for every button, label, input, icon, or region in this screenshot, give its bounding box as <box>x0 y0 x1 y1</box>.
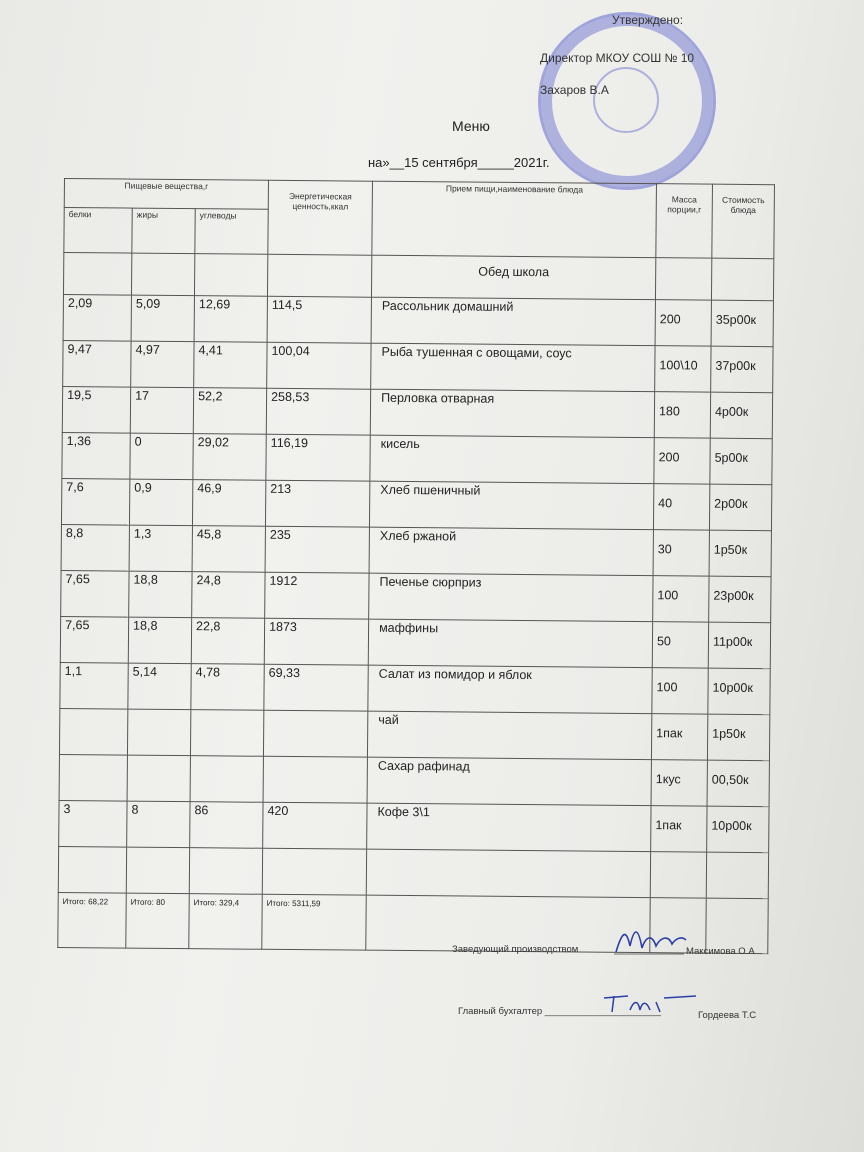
table-row <box>61 478 771 530</box>
fats-cell <box>126 847 189 894</box>
proteins-cell: 2,09 <box>63 294 131 341</box>
section-row <box>63 253 773 301</box>
table-row <box>60 616 770 668</box>
document-date: на»__15 сентября_____2021г. <box>368 155 550 170</box>
proteins-cell: 9,47 <box>63 340 131 387</box>
total-proteins: Итого: 68,22 <box>58 892 126 948</box>
proteins-cell: 7,65 <box>61 570 129 617</box>
cost-cell: 00,50к <box>707 760 769 807</box>
proteins-cell: 1,1 <box>60 662 128 709</box>
carbs-cell: 4,78 <box>191 664 264 711</box>
proteins-cell: 7,6 <box>61 478 129 525</box>
dish-name-cell: Кофе 3\1 <box>367 803 651 851</box>
table-row <box>62 386 772 438</box>
manager-role: Заведующий производством <box>452 944 579 955</box>
carbs-cell: 52,2 <box>193 388 266 435</box>
dish-name-cell: Сахар рафинад <box>367 757 651 805</box>
carbs-cell: 29,02 <box>193 434 266 481</box>
mass-cell: 1пак <box>651 806 707 852</box>
fats-cell: 5,14 <box>128 663 191 710</box>
cost-cell: 35р00к <box>711 300 773 347</box>
fats-cell <box>127 755 190 802</box>
dish-name-cell: Перловка отварная <box>370 389 654 437</box>
manager-name: Максимова О.А <box>686 946 755 957</box>
energy-cell: 1912 <box>265 572 369 619</box>
fats-cell: 8 <box>127 801 190 848</box>
table-row <box>58 846 768 898</box>
carbs-header: углеводы <box>195 209 268 255</box>
energy-cell: 116,19 <box>266 434 370 481</box>
mass-header: Масса порции,г <box>656 184 713 258</box>
table-row <box>59 754 769 806</box>
total-energy: Итого: 5311,59 <box>262 894 366 950</box>
carbs-cell <box>190 710 263 757</box>
dish-name-cell: маффины <box>368 619 652 667</box>
fats-cell: 18,8 <box>129 571 192 618</box>
proteins-cell: 3 <box>59 800 127 847</box>
cost-header: Стоимость блюда <box>712 184 775 259</box>
cost-cell: 5р00к <box>710 438 772 485</box>
cost-cell: 11р00к <box>708 622 770 669</box>
energy-cell: 1873 <box>264 618 368 665</box>
mass-cell: 1пак <box>651 714 707 760</box>
nutrients-header: Пищевые вещества,г <box>64 179 268 210</box>
mass-cell: 180 <box>654 392 710 438</box>
fats-cell <box>127 709 190 756</box>
manager-signature <box>612 922 688 958</box>
mass-cell <box>650 852 706 898</box>
proteins-cell <box>59 754 127 801</box>
table-row <box>61 570 771 622</box>
cost-cell: 37р00к <box>711 346 773 393</box>
mass-cell: 100\10 <box>655 346 711 392</box>
accountant-role: Главный бухгалтер ______________________ <box>458 1006 662 1017</box>
carbs-cell: 86 <box>190 802 263 849</box>
approval-name: Захаров В.А <box>540 83 609 97</box>
document-title: Меню <box>452 118 490 134</box>
mass-cell: 100 <box>652 668 708 714</box>
mass-cell: 200 <box>655 300 711 346</box>
proteins-cell <box>58 846 126 893</box>
cost-cell: 1р50к <box>709 530 771 577</box>
accountant-name: Гордеева Т.С <box>698 1010 757 1021</box>
fats-cell: 4,97 <box>131 341 194 388</box>
dish-name-cell: Хлеб пшеничный <box>369 481 653 529</box>
dish-name-cell: чай <box>367 711 651 759</box>
total-carbs: Итого: 329,4 <box>189 894 262 950</box>
section-title: Обед школа <box>371 255 655 299</box>
carbs-cell: 45,8 <box>192 526 265 573</box>
cost-cell: 1р50к <box>707 714 769 761</box>
proteins-cell: 19,5 <box>62 386 130 433</box>
mass-cell: 1кус <box>651 760 707 806</box>
carbs-cell: 4,41 <box>194 342 267 389</box>
cost-cell: 10р00к <box>708 668 770 715</box>
cost-cell: 4р00к <box>710 392 772 439</box>
mass-cell: 30 <box>653 530 709 576</box>
dish-name-cell: кисель <box>370 435 654 483</box>
proteins-header: белки <box>64 208 132 254</box>
fats-cell: 17 <box>130 387 193 434</box>
dish-name-cell: Рассольник домашний <box>371 297 655 345</box>
energy-cell: 100,04 <box>267 342 371 389</box>
fats-cell: 1,3 <box>129 525 192 572</box>
school-stamp-seal <box>538 12 716 190</box>
energy-cell: 213 <box>265 480 369 527</box>
table-row <box>63 340 773 392</box>
menu-table <box>57 178 775 954</box>
dish-name-cell: Хлеб ржаной <box>369 527 653 575</box>
carbs-cell: 22,8 <box>191 618 264 665</box>
proteins-cell: 8,8 <box>61 524 129 571</box>
carbs-cell: 24,8 <box>192 572 265 619</box>
dish-name-cell: Салат из помидор и яблок <box>368 665 652 713</box>
table-row <box>59 708 769 760</box>
cost-cell: 10р00к <box>707 806 769 853</box>
approval-label: Утверждено: <box>612 13 684 27</box>
fats-header: жиры <box>132 208 195 254</box>
energy-cell: 420 <box>263 802 367 849</box>
carbs-cell: 46,9 <box>192 480 265 527</box>
cost-cell: 2р00к <box>709 484 771 531</box>
dish-name-cell: Печенье сюрприз <box>369 573 653 621</box>
energy-cell <box>263 710 367 757</box>
dish-name-cell <box>366 849 650 897</box>
energy-cell <box>262 848 366 895</box>
proteins-cell <box>59 708 127 755</box>
mass-cell: 40 <box>653 484 709 530</box>
energy-header: Энергетическая ценность,ккал <box>268 180 373 255</box>
energy-cell: 69,33 <box>264 664 368 711</box>
energy-cell: 114,5 <box>267 296 371 343</box>
table-row <box>61 524 771 576</box>
fats-cell: 0 <box>130 433 193 480</box>
table-row <box>62 432 772 484</box>
table-row <box>59 800 769 852</box>
table-row <box>63 294 773 346</box>
meal-header: Прием пищи,наименование блюда <box>372 181 657 257</box>
energy-cell: 258,53 <box>266 388 370 435</box>
carbs-cell <box>189 848 262 895</box>
mass-cell: 50 <box>652 622 708 668</box>
energy-cell <box>263 756 367 803</box>
dish-name-cell: Рыба тушенная с овощами, соус <box>371 343 655 391</box>
fats-cell: 18,8 <box>128 617 191 664</box>
carbs-cell <box>190 756 263 803</box>
proteins-cell: 1,36 <box>62 432 130 479</box>
energy-cell: 235 <box>265 526 369 573</box>
proteins-cell: 7,65 <box>60 616 128 663</box>
cost-cell <box>706 852 768 899</box>
mass-cell: 200 <box>654 438 710 484</box>
accountant-signature <box>600 990 700 1020</box>
cost-cell: 23р00к <box>709 576 771 623</box>
carbs-cell: 12,69 <box>194 296 267 343</box>
mass-cell: 100 <box>653 576 709 622</box>
approval-position: Директор МКОУ СОШ № 10 <box>540 51 695 65</box>
table-row <box>60 662 770 714</box>
fats-cell: 0,9 <box>129 479 192 526</box>
fats-cell: 5,09 <box>131 295 194 342</box>
total-fats: Итого: 80 <box>126 893 189 949</box>
